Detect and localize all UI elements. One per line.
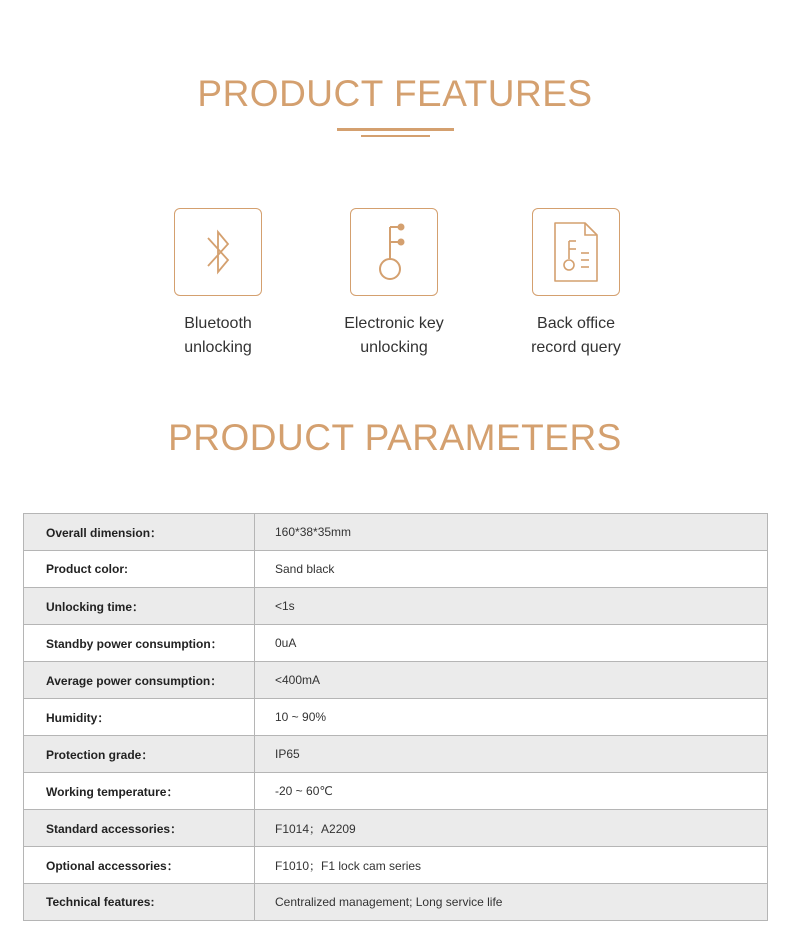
param-value: Sand black xyxy=(255,551,768,588)
param-value: F1010；F1 lock cam series xyxy=(255,847,768,884)
table-row xyxy=(24,551,768,588)
table-row xyxy=(24,699,768,736)
param-key: Working temperature： xyxy=(24,773,255,810)
param-key: Optional accessories： xyxy=(24,847,255,884)
parameters-title: PRODUCT PARAMETERS xyxy=(168,417,622,458)
param-key: Average power consumption： xyxy=(24,662,255,699)
table-row xyxy=(24,847,768,884)
feature-label: Bluetooth unlocking xyxy=(184,315,252,356)
param-value: -20 ~ 60℃ xyxy=(255,773,768,810)
features-title: PRODUCT FEATURES xyxy=(197,73,593,114)
parameters-table xyxy=(23,513,768,921)
param-value: 0uA xyxy=(255,625,768,662)
param-value: <1s xyxy=(255,588,768,625)
param-key: Unlocking time： xyxy=(24,588,255,625)
param-value: F1014；A2209 xyxy=(255,810,768,847)
table-row xyxy=(24,514,768,551)
param-key: Standby power consumption： xyxy=(24,625,255,662)
table-row xyxy=(24,736,768,773)
param-value: IP65 xyxy=(255,736,768,773)
feature-record-query xyxy=(496,208,656,360)
table-row xyxy=(24,884,768,921)
table-row xyxy=(24,662,768,699)
document-icon xyxy=(532,208,620,296)
param-value: Centralized management; Long service life xyxy=(255,884,768,921)
param-key: Standard accessories： xyxy=(24,810,255,847)
param-key: Protection grade： xyxy=(24,736,255,773)
param-value: <400mA xyxy=(255,662,768,699)
feature-label: Electronic key unlocking xyxy=(344,315,444,356)
feature-label: Back office record query xyxy=(531,315,621,356)
param-value: 10 ~ 90% xyxy=(255,699,768,736)
title-underline xyxy=(337,128,454,131)
param-key: Technical features: xyxy=(24,884,255,921)
table-row xyxy=(24,773,768,810)
table-row xyxy=(24,588,768,625)
feature-electronic-key xyxy=(314,208,474,360)
feature-bluetooth xyxy=(138,208,298,360)
key-icon xyxy=(350,208,438,296)
param-value: 160*38*35mm xyxy=(255,514,768,551)
param-key: Product color: xyxy=(24,551,255,588)
param-key: Humidity： xyxy=(24,699,255,736)
bluetooth-icon xyxy=(174,208,262,296)
title-underline-short xyxy=(361,135,430,137)
table-row xyxy=(24,810,768,847)
table-row xyxy=(24,625,768,662)
param-key: Overall dimension： xyxy=(24,514,255,551)
